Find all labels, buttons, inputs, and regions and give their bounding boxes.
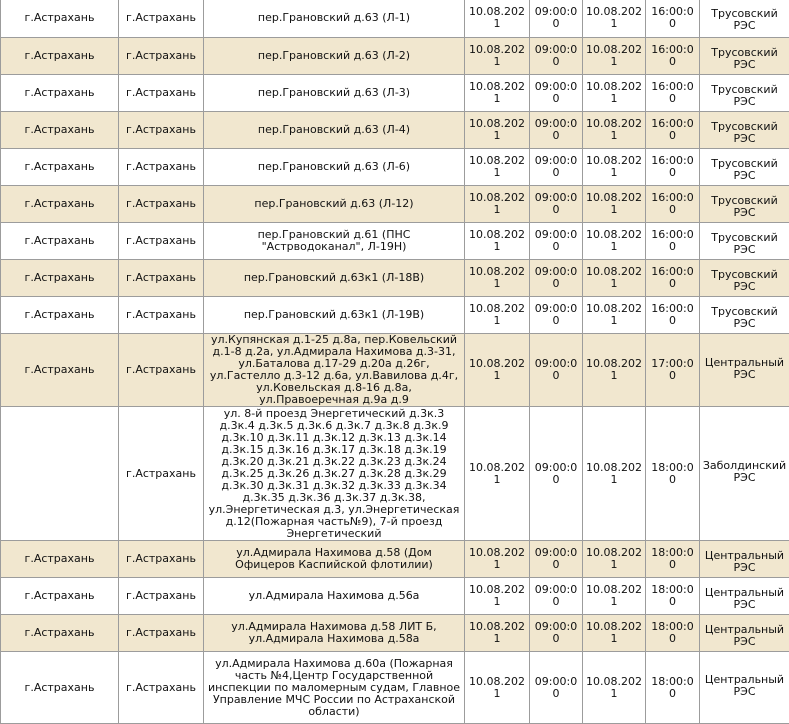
- end-time-cell: 16:00:00: [646, 297, 700, 334]
- end-date-cell: 10.08.2021: [583, 186, 646, 223]
- end-time-cell: 16:00:00: [646, 112, 700, 149]
- table-body: [1, 0, 789, 724]
- end-time-cell: 16:00:00: [646, 0, 700, 38]
- start-date-cell: 10.08.2021: [465, 223, 530, 260]
- address-cell: пер.Грановский д.63 (Л-4): [204, 112, 465, 149]
- address-cell: пер.Грановский д.63 (Л-12): [204, 186, 465, 223]
- district-cell: [1, 407, 119, 541]
- start-time-cell: 09:00:00: [530, 541, 583, 578]
- table-row: [1, 652, 789, 724]
- end-time-cell: 18:00:00: [646, 541, 700, 578]
- res-cell: Центральный РЭС: [700, 334, 789, 407]
- locality-cell: г.Астрахань: [119, 38, 204, 75]
- end-time-cell: 17:00:00: [646, 334, 700, 407]
- district-cell: г.Астрахань: [1, 578, 119, 615]
- start-date-cell: 10.08.2021: [465, 541, 530, 578]
- start-time-cell: 09:00:00: [530, 112, 583, 149]
- address-cell: ул.Купянская д.1-25 д.8а, пер.Ковельский д.1-8 д.2а, ул.Адмирала Нахимова д.3-31, ул.Баталова д.17-29 д.20а д.26г, ул.Гастелло д.3-12 д.6а, ул.Вавилова д.4г, ул.Ковельская д.8-16 д.8а, ул.Правоеречная д.9а д.9: [204, 334, 465, 407]
- start-time-cell: 09:00:00: [530, 223, 583, 260]
- res-cell: Центральный РЭС: [700, 541, 789, 578]
- end-date-cell: 10.08.2021: [583, 112, 646, 149]
- locality-cell: г.Астрахань: [119, 615, 204, 652]
- locality-cell: г.Астрахань: [119, 297, 204, 334]
- end-date-cell: 10.08.2021: [583, 149, 646, 186]
- table-row: [1, 334, 789, 407]
- end-date-cell: 10.08.2021: [583, 407, 646, 541]
- district-cell: г.Астрахань: [1, 297, 119, 334]
- end-date-cell: 10.08.2021: [583, 652, 646, 724]
- res-cell: Трусовский РЭС: [700, 297, 789, 334]
- res-cell: Трусовский РЭС: [700, 149, 789, 186]
- table-row: [1, 149, 789, 186]
- start-date-cell: 10.08.2021: [465, 334, 530, 407]
- table-row: [1, 297, 789, 334]
- start-time-cell: 09:00:00: [530, 652, 583, 724]
- address-cell: пер.Грановский д.63к1 (Л-19В): [204, 297, 465, 334]
- end-time-cell: 18:00:00: [646, 407, 700, 541]
- start-time-cell: 09:00:00: [530, 260, 583, 297]
- res-cell: Заболдинский РЭС: [700, 407, 789, 541]
- locality-cell: г.Астрахань: [119, 407, 204, 541]
- res-cell: Трусовский РЭС: [700, 112, 789, 149]
- locality-cell: г.Астрахань: [119, 75, 204, 112]
- address-cell: пер.Грановский д.63 (Л-1): [204, 0, 465, 38]
- locality-cell: г.Астрахань: [119, 652, 204, 724]
- start-date-cell: 10.08.2021: [465, 652, 530, 724]
- end-date-cell: 10.08.2021: [583, 223, 646, 260]
- res-cell: Центральный РЭС: [700, 615, 789, 652]
- table-row: [1, 407, 789, 541]
- res-cell: Трусовский РЭС: [700, 38, 789, 75]
- end-date-cell: 10.08.2021: [583, 75, 646, 112]
- end-time-cell: 16:00:00: [646, 38, 700, 75]
- start-time-cell: 09:00:00: [530, 297, 583, 334]
- end-time-cell: 18:00:00: [646, 578, 700, 615]
- end-time-cell: 16:00:00: [646, 149, 700, 186]
- locality-cell: г.Астрахань: [119, 149, 204, 186]
- address-cell: пер.Грановский д.63к1 (Л-18В): [204, 260, 465, 297]
- start-date-cell: 10.08.2021: [465, 149, 530, 186]
- start-date-cell: 10.08.2021: [465, 38, 530, 75]
- address-cell: пер.Грановский д.61 (ПНС "Астрводоканал", Л-19Н): [204, 223, 465, 260]
- address-cell: ул.Адмирала Нахимова д.60а (Пожарная часть №4,Центр Государственной инспекции по маломерным судам, Главное Управление МЧС России по Астраханской области): [204, 652, 465, 724]
- address-cell: пер.Грановский д.63 (Л-2): [204, 38, 465, 75]
- district-cell: г.Астрахань: [1, 260, 119, 297]
- start-time-cell: 09:00:00: [530, 149, 583, 186]
- table-row: [1, 223, 789, 260]
- locality-cell: г.Астрахань: [119, 541, 204, 578]
- address-cell: ул. 8-й проезд Энергетический д.3к.3 д.3к.4 д.3к.5 д.3к.6 д.3к.7 д.3к.8 д.3к.9 д.3к.10 д.3к.11 д.3к.12 д.3к.13 д.3к.14 д.3к.15 д.3к.16 д.3к.17 д.3к.18 д.3к.19 д.3к.20 д.3к.21 д.3к.22 д.3к.23 д.3к.24 д.3к.25 д.3к.26 д.3к.27 д.3к.28 д.3к.29 д.3к.30 д.3к.31 д.3к.32 д.3к.33 д.3к.34 д.3к.35 д.3к.36 д.3к.37 д.3к.38, ул.Энергетическая д.3, ул.Энергетическая д.12(Пожарная часть№9), 7-й проезд Энергетический: [204, 407, 465, 541]
- locality-cell: г.Астрахань: [119, 0, 204, 38]
- locality-cell: г.Астрахань: [119, 334, 204, 407]
- district-cell: г.Астрахань: [1, 186, 119, 223]
- end-date-cell: 10.08.2021: [583, 615, 646, 652]
- start-time-cell: 09:00:00: [530, 38, 583, 75]
- table-row: [1, 38, 789, 75]
- district-cell: г.Астрахань: [1, 652, 119, 724]
- address-cell: ул.Адмирала Нахимова д.56а: [204, 578, 465, 615]
- res-cell: Трусовский РЭС: [700, 186, 789, 223]
- end-date-cell: 10.08.2021: [583, 0, 646, 38]
- end-time-cell: 16:00:00: [646, 223, 700, 260]
- start-date-cell: 10.08.2021: [465, 297, 530, 334]
- table-row: [1, 0, 789, 38]
- district-cell: г.Астрахань: [1, 112, 119, 149]
- end-time-cell: 18:00:00: [646, 652, 700, 724]
- end-time-cell: 16:00:00: [646, 75, 700, 112]
- end-time-cell: 16:00:00: [646, 186, 700, 223]
- district-cell: г.Астрахань: [1, 334, 119, 407]
- locality-cell: г.Астрахань: [119, 223, 204, 260]
- start-date-cell: 10.08.2021: [465, 615, 530, 652]
- district-cell: г.Астрахань: [1, 223, 119, 260]
- res-cell: Трусовский РЭС: [700, 260, 789, 297]
- start-time-cell: 09:00:00: [530, 615, 583, 652]
- district-cell: г.Астрахань: [1, 615, 119, 652]
- locality-cell: г.Астрахань: [119, 578, 204, 615]
- end-time-cell: 18:00:00: [646, 615, 700, 652]
- table-row: [1, 112, 789, 149]
- res-cell: Трусовский РЭС: [700, 0, 789, 38]
- table-row: [1, 615, 789, 652]
- district-cell: г.Астрахань: [1, 541, 119, 578]
- table-row: [1, 186, 789, 223]
- start-date-cell: 10.08.2021: [465, 578, 530, 615]
- start-date-cell: 10.08.2021: [465, 112, 530, 149]
- res-cell: Центральный РЭС: [700, 578, 789, 615]
- table-row: [1, 541, 789, 578]
- res-cell: Трусовский РЭС: [700, 75, 789, 112]
- res-cell: Трусовский РЭС: [700, 223, 789, 260]
- start-date-cell: 10.08.2021: [465, 260, 530, 297]
- table-row: [1, 260, 789, 297]
- table-row: [1, 75, 789, 112]
- district-cell: г.Астрахань: [1, 149, 119, 186]
- start-time-cell: 09:00:00: [530, 407, 583, 541]
- start-date-cell: 10.08.2021: [465, 75, 530, 112]
- address-cell: пер.Грановский д.63 (Л-3): [204, 75, 465, 112]
- district-cell: г.Астрахань: [1, 38, 119, 75]
- start-date-cell: 10.08.2021: [465, 407, 530, 541]
- start-time-cell: 09:00:00: [530, 0, 583, 38]
- address-cell: ул.Адмирала Нахимова д.58 ЛИТ Б, ул.Адмирала Нахимова д.58а: [204, 615, 465, 652]
- start-time-cell: 09:00:00: [530, 75, 583, 112]
- table-row: [1, 578, 789, 615]
- start-time-cell: 09:00:00: [530, 334, 583, 407]
- end-date-cell: 10.08.2021: [583, 578, 646, 615]
- start-date-cell: 10.08.2021: [465, 186, 530, 223]
- district-cell: г.Астрахань: [1, 75, 119, 112]
- res-cell: Центральный РЭС: [700, 652, 789, 724]
- address-cell: ул.Адмирала Нахимова д.58 (Дом Офицеров Каспийской флотилии): [204, 541, 465, 578]
- start-time-cell: 09:00:00: [530, 186, 583, 223]
- end-date-cell: 10.08.2021: [583, 297, 646, 334]
- end-date-cell: 10.08.2021: [583, 260, 646, 297]
- end-date-cell: 10.08.2021: [583, 334, 646, 407]
- start-time-cell: 09:00:00: [530, 578, 583, 615]
- end-time-cell: 16:00:00: [646, 260, 700, 297]
- end-date-cell: 10.08.2021: [583, 38, 646, 75]
- start-date-cell: 10.08.2021: [465, 0, 530, 38]
- address-cell: пер.Грановский д.63 (Л-6): [204, 149, 465, 186]
- locality-cell: г.Астрахань: [119, 112, 204, 149]
- locality-cell: г.Астрахань: [119, 186, 204, 223]
- district-cell: г.Астрахань: [1, 0, 119, 38]
- end-date-cell: 10.08.2021: [583, 541, 646, 578]
- locality-cell: г.Астрахань: [119, 260, 204, 297]
